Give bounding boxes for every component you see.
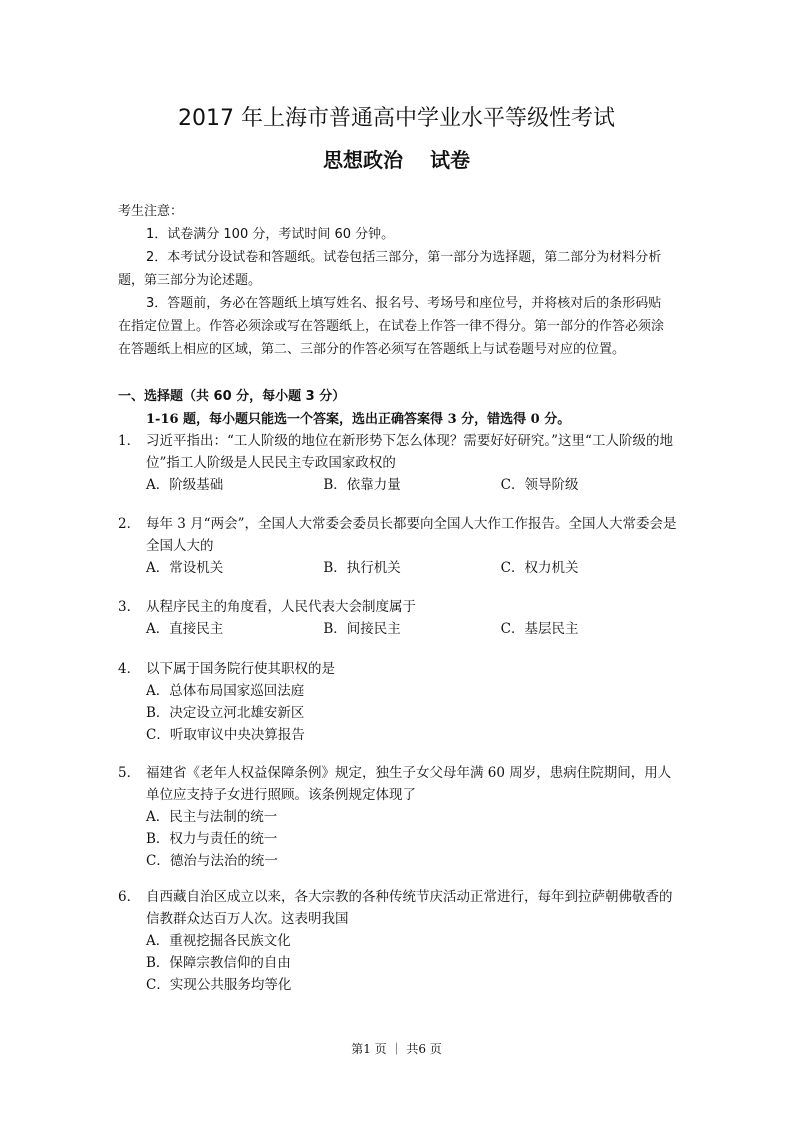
exam-subtitle: 思想政治 试卷: [323, 148, 470, 172]
question-6: [118, 886, 678, 996]
question-options: [146, 557, 678, 579]
option-c: C．实现公共服务均等化: [146, 977, 292, 993]
question-options: [146, 930, 678, 996]
option-b: B．依靠力量: [323, 477, 401, 493]
question-4: [118, 658, 678, 746]
option-a: A．重视挖掘各民族文化: [146, 933, 291, 949]
option-a: A．民主与法制的统一: [146, 809, 278, 825]
question-options: [146, 474, 678, 496]
question-options: [146, 618, 678, 640]
option-a: A．常设机关: [146, 560, 224, 576]
option-b: B．间接民主: [323, 621, 401, 637]
question-options: [146, 680, 678, 746]
section-title: 一、选择题（共 60 分，每小题 3 分）: [118, 389, 346, 404]
question-number: 4．: [118, 661, 141, 677]
notice-item: 3．答题前，务必在答题纸上填写姓名、报名号、考场号和座位号，并将核对后的条形码贴在指定位置上。作答必须涂或写在答题纸上，在试卷上作答一律不得分。第一部分的作答必须涂在答题纸上相应的区域，第二、三部分的作答必须写在答题纸上与试卷题号对应的位置。: [118, 296, 665, 357]
question-1: [118, 430, 678, 496]
option-c: C．领导阶级: [500, 477, 579, 493]
question-stem: 福建省《老年人权益保障条例》规定，独生子女父母年满 60 周岁，患病住院期间，用人单位应支持子女进行照顾。该条例规定体现了: [146, 765, 672, 803]
section-instructions: 1-16 题，每小题只能选一个答案，选出正确答案得 3 分，错选得 0 分。: [146, 412, 571, 427]
question-number: 6．: [118, 889, 141, 905]
question-3: [118, 596, 678, 640]
question-stem: 自西藏自治区成立以来，各大宗教的各种传统节庆活动正常进行，每年到拉萨朝佛敬香的信教群众达百万人次。这表明我国: [146, 889, 673, 927]
candidate-notice: [118, 200, 674, 361]
notice-heading: 考生注意：: [118, 204, 184, 219]
page-footer: 第1 页 ｜ 共6 页: [351, 1042, 442, 1056]
option-b: B．保障宗教信仰的自由: [146, 955, 291, 971]
option-b: B．权力与责任的统一: [146, 831, 278, 847]
option-a: A．直接民主: [146, 621, 224, 637]
question-number: 2．: [118, 516, 141, 532]
notice-item: 1．试卷满分 100 分，考试时间 60 分钟。: [146, 227, 395, 242]
question-number: 1．: [118, 433, 141, 449]
option-a: A．阶级基础: [146, 477, 224, 493]
question-number: 3．: [118, 599, 141, 615]
option-c: C．权力机关: [500, 560, 579, 576]
question-number: 5．: [118, 765, 141, 781]
question-stem: 习近平指出：“工人阶级的地位在新形势下怎么体现？需要好好研究。”这里“工人阶级的地位”指工人阶级是人民民主专政国家政权的: [146, 433, 673, 471]
option-c: C．听取审议中央决算报告: [146, 727, 305, 743]
question-2: [118, 513, 678, 579]
option-c: C．德治与法治的统一: [146, 853, 278, 869]
question-stem: 每年 3 月“两会”，全国人大常委会委员长都要向全国人大作工作报告。全国人大常委会是全国人大的: [146, 516, 677, 554]
question-options: [146, 806, 678, 872]
option-b: B．执行机关: [323, 560, 401, 576]
exam-title: 2017 年上海市普通高中学业水平等级性考试: [178, 106, 615, 131]
option-c: C．基层民主: [500, 621, 579, 637]
question-stem: 以下属于国务院行使其职权的是: [146, 661, 335, 677]
option-a: A．总体布局国家巡回法庭: [146, 683, 305, 699]
notice-item: 2．本考试分设试卷和答题纸。试卷包括三部分，第一部分为选择题，第二部分为材料分析题，第三部分为论述题。: [118, 250, 662, 288]
question-stem: 从程序民主的角度看，人民代表大会制度属于: [146, 599, 416, 615]
question-5: [118, 762, 678, 872]
option-b: B．决定设立河北雄安新区: [146, 705, 305, 721]
